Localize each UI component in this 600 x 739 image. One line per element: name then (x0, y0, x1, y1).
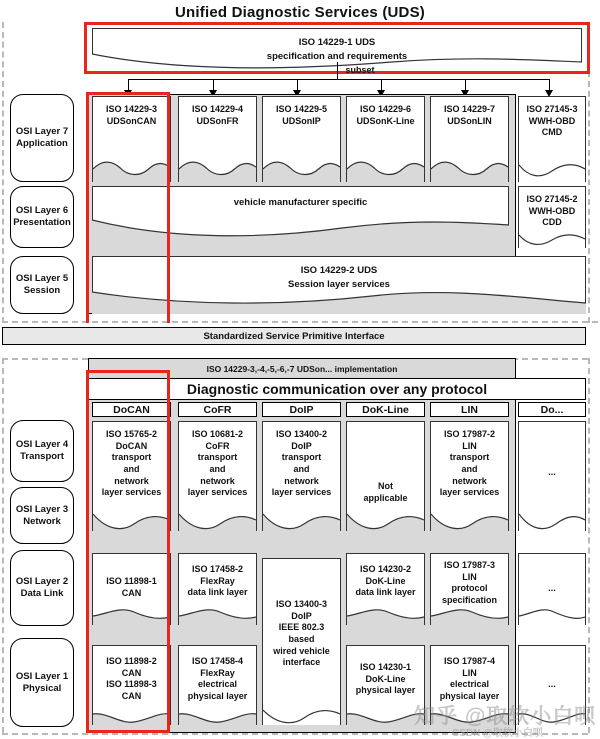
spec-line-2: specification and requirements (266, 50, 408, 62)
watermark-csdn-text: CSDN @取软小白呗 (452, 728, 543, 739)
t2l2: transport (281, 452, 322, 463)
t2l3: and (293, 464, 310, 475)
p0l3: CAN (121, 691, 142, 702)
protocol-header-cofr (178, 402, 257, 417)
osi-2-line1: OSI Layer 2 (15, 576, 69, 588)
transport-card-lin (430, 421, 509, 531)
osi-5-line2: Session (23, 285, 61, 296)
d0l0: ISO 11898-1 (106, 576, 157, 586)
p2l1: DoK-Line (365, 673, 406, 684)
protocol-header-do (518, 402, 586, 417)
d0l1: CAN (121, 587, 142, 598)
t2l5: layer services (271, 487, 332, 498)
protocol-2-label: DoIP (289, 403, 314, 416)
d2l2: data link layer (355, 587, 416, 598)
p3l2: electrical (449, 679, 489, 690)
doip-span-l2: IEEE 802.3 (278, 622, 325, 633)
page-title: Unified Diagnostic Services (UDS) (175, 4, 425, 21)
p1l3: physical layer (187, 691, 248, 702)
d3l3: specification (441, 595, 497, 606)
osi-layer-2 (10, 550, 74, 626)
t0l0: ISO 15765-2 (105, 429, 158, 439)
doip-span-l1: DoIP (291, 610, 312, 621)
t4l4: network (452, 475, 487, 486)
p0l1: CAN (121, 667, 142, 678)
t4l0: ISO 17987-2 (443, 429, 496, 439)
implementation-label: ISO 14229-3,-4,-5,-6,-7 UDSon... implementation (206, 364, 398, 374)
app-card-2-line1: ISO 14229-4 (191, 104, 244, 114)
d1l2: data link layer (187, 587, 248, 598)
app-card-4-line1: ISO 14229-6 (359, 104, 412, 114)
t1l1: CoFR (205, 440, 230, 451)
p0l0: ISO 11898-2 (106, 656, 157, 666)
wwh-cdd-line3: CDD (542, 217, 562, 228)
doip-span-l3: based (288, 634, 315, 645)
p1l2: electrical (197, 679, 237, 690)
connector-trunk (337, 62, 338, 79)
t4l2: transport (449, 452, 490, 463)
d2l0: ISO 14230-2 (359, 564, 412, 574)
p4l0: ... (548, 679, 556, 689)
transport-card-docan (92, 421, 171, 531)
t2l4: network (284, 475, 319, 486)
osi-layer-7 (10, 94, 74, 182)
p2l2: physical layer (355, 685, 416, 696)
protocol-header-lin (430, 402, 509, 417)
protocol-header-dokline (346, 402, 425, 417)
d1l1: FlexRay (200, 575, 235, 586)
transport-0-lines (102, 429, 162, 499)
t1l2: transport (197, 452, 238, 463)
connector-bus (128, 79, 550, 80)
transport-card-dokline (346, 421, 425, 531)
t1l0: ISO 10681-2 (191, 429, 244, 439)
transport-card-other (518, 421, 586, 531)
doip-span-l5: interface (282, 657, 321, 668)
dashed-left-upper (2, 22, 4, 323)
transport-card-cofr (178, 421, 257, 531)
app-card-5-line1: ISO 14229-7 (443, 104, 496, 114)
osi-4-line2: Transport (20, 451, 64, 462)
transport-card-doip (262, 421, 341, 531)
spec-line-1: ISO 14229-1 UDS (298, 37, 376, 48)
wwh-cdd-line2: WWH-OBD (528, 205, 576, 216)
osi-7-line1: OSI Layer 7 (15, 126, 69, 138)
dashed-left-lower (2, 358, 4, 733)
protocol-header-doip (262, 402, 341, 417)
t0l4: network (114, 475, 149, 486)
osi-7-line2: Application (16, 138, 68, 149)
osi-2-line2: Data Link (20, 588, 64, 599)
presentation-label: vehicle manufacturer specific (233, 197, 368, 208)
t4l5: layer services (439, 487, 500, 498)
osi-6-line2: Presentation (13, 217, 71, 228)
wwh-cmd-line1: ISO 27145-3 (526, 104, 578, 114)
app-card-5-line2: UDSonLIN (447, 115, 492, 126)
diagnostic-banner (88, 378, 586, 400)
p1l0: ISO 17458-4 (191, 656, 244, 666)
d3l2: protocol (451, 583, 488, 594)
osi-layer-6 (10, 186, 74, 248)
app-card-udsonlin (430, 96, 509, 182)
diagnostic-banner-label: Diagnostic communication over any protocol (186, 381, 488, 397)
p0l2: ISO 11898-3 (106, 679, 157, 690)
app-card-1-line2: UDSonCAN (106, 115, 157, 126)
d1l0: ISO 17458-2 (191, 564, 244, 574)
app-card-udsoncan (92, 96, 171, 182)
app-card-4-line2: UDSonK-Line (356, 115, 415, 126)
t1l3: and (209, 464, 226, 475)
d4l0: ... (548, 583, 556, 593)
app-card-udsonkline (346, 96, 425, 182)
p3l0: ISO 17987-4 (443, 656, 496, 666)
t0l3: and (123, 464, 140, 475)
t5l0: ... (548, 467, 556, 477)
app-card-udsonip (262, 96, 341, 182)
osi-layer-5 (10, 256, 74, 314)
datalink-card-can (92, 553, 171, 625)
protocol-1-label: CoFR (203, 403, 232, 416)
t2l1: DoIP (291, 440, 312, 451)
t3l0: Not (377, 480, 393, 491)
doip-span-l4: wired vehicle (273, 645, 330, 656)
subset-label: subset (345, 65, 375, 75)
osi-3-line1: OSI Layer 3 (15, 503, 69, 515)
d3l1: LIN (462, 571, 477, 582)
osi-layer-4 (10, 420, 74, 482)
protocol-0-label: DoCAN (113, 403, 150, 416)
p3l1: LIN (462, 667, 477, 678)
session-line1: ISO 14229-2 UDS (300, 265, 378, 276)
wwh-cmd-line3: CMD (541, 127, 563, 138)
p3l3: physical layer (439, 691, 500, 702)
d3l0: ISO 17987-3 (443, 560, 496, 570)
torn-edge-presentation (92, 214, 509, 244)
wwh-cmd-line2: WWH-OBD (528, 115, 576, 126)
t0l5: layer services (101, 487, 162, 498)
osi-6-line1: OSI Layer 6 (15, 205, 69, 217)
presentation-layer-card (92, 186, 509, 244)
physical-card-can (92, 645, 171, 725)
protocol-5-label: Do... (540, 403, 564, 416)
t2l0: ISO 13400-2 (275, 429, 328, 439)
protocol-4-label: LIN (461, 403, 478, 416)
primitive-interface-strip (2, 327, 586, 345)
t1l5: layer services (187, 487, 248, 498)
osi-layer-3 (10, 487, 74, 544)
datalink-card-other (518, 553, 586, 625)
t3l1: applicable (363, 492, 408, 503)
app-card-udsonfr (178, 96, 257, 182)
doip-span-l0: ISO 13400-3 (275, 599, 328, 609)
t4l1: LIN (462, 440, 477, 451)
p1l1: FlexRay (200, 667, 235, 678)
app-card-2-line2: UDSonFR (196, 115, 239, 126)
d2l1: DoK-Line (365, 575, 406, 586)
t0l2: transport (111, 452, 152, 463)
watermark-zhihu-text: 知乎 @取软小白呗 (414, 705, 597, 728)
app-card-3-line1: ISO 14229-5 (275, 104, 328, 114)
session-layer-card (92, 256, 586, 314)
protocol-header-docan (92, 402, 171, 417)
osi-1-line2: Physical (22, 682, 62, 694)
session-line2: Session layer services (288, 278, 390, 290)
datalink-card-lin (430, 553, 509, 625)
osi-4-line1: OSI Layer 4 (15, 439, 69, 451)
physical-card-flexray (178, 645, 257, 725)
osi-5-line1: OSI Layer 5 (15, 273, 69, 285)
wwh-cdd-line1: ISO 27145-2 (526, 194, 578, 204)
osi-3-line2: Network (23, 515, 61, 527)
implementation-strip (88, 360, 516, 378)
osi-1-line1: OSI Layer 1 (15, 670, 69, 682)
app-card-3-line2: UDSonIP (282, 115, 321, 126)
doip-span-card (262, 558, 341, 725)
t4l3: and (461, 464, 478, 475)
app-card-1-line1: ISO 14229-3 (105, 104, 158, 114)
dashed-right-lower (588, 358, 590, 733)
protocol-3-label: DoK-Line (362, 403, 409, 416)
primitive-interface-label: Standardized Service Primitive Interface (203, 330, 385, 342)
datalink-card-dokline (346, 553, 425, 625)
datalink-card-flexray (178, 553, 257, 625)
t0l1: DoCAN (115, 440, 148, 451)
p2l0: ISO 14230-1 (359, 662, 412, 672)
wwh-obd-cmd-card (518, 96, 586, 182)
watermark-csdn (452, 724, 543, 739)
dashed-right-upper (588, 22, 590, 323)
osi-layer-1 (10, 638, 74, 727)
wwh-obd-cdd-card (518, 186, 586, 248)
t1l4: network (200, 475, 235, 486)
